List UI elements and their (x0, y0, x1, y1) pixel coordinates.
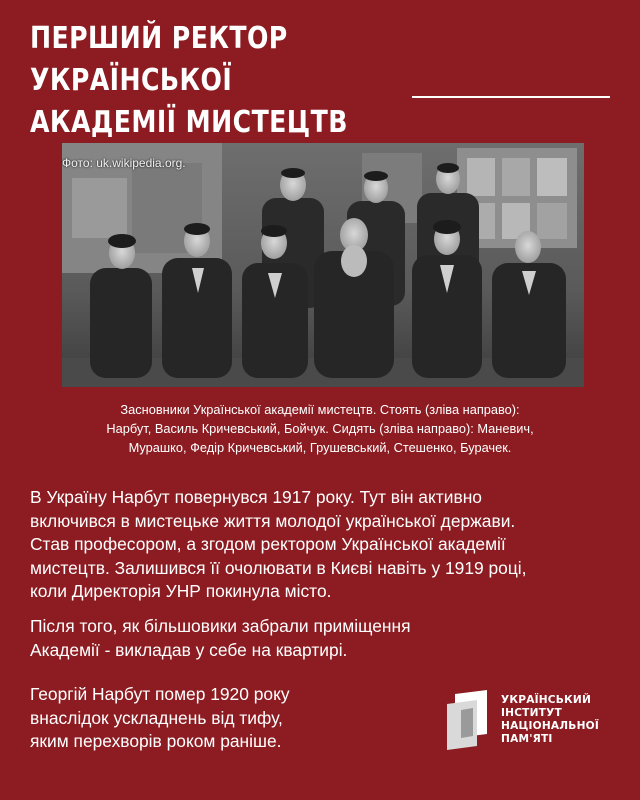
title-line-1: ПЕРШИЙ РЕКТОР УКРАЇНСЬКОЇ (30, 21, 288, 98)
caption-line: Засновники Української академії мистецтв. Стоять (зліва направо): (120, 402, 520, 417)
paragraph-line: внаслідок ускладнень від тифу, (30, 707, 283, 728)
caption-line: Нарбут, Василь Кричевський, Бойчук. Сидять (зліва направо): Маневич, (106, 421, 534, 436)
paragraph-line: Після того, як більшовики забрали приміщення (30, 616, 411, 636)
paragraph-line: Став професором, а згодом ректором Української академії (30, 534, 506, 554)
paragraph-line: включився в мистецьке життя молодої української держави. (30, 510, 516, 531)
logo-text-line: НАЦІОНАЛЬНОЇ (501, 720, 599, 732)
historical-group-photo (62, 143, 584, 387)
caption-line: Мурашко, Федір Кричевський, Грушевський, Стешенко, Бурачек. (128, 440, 512, 455)
institute-logo-icon (447, 690, 491, 752)
paragraph-line: Академії - викладав у себе на квартирі. (30, 639, 348, 660)
paragraph-return-to-ukraine (30, 486, 630, 604)
paragraph-line: яким перехворів роком раніше. (30, 731, 282, 751)
paragraph-teaching-at-home (30, 615, 630, 662)
photo-caption (50, 400, 590, 457)
paragraph-line: Георгій Нарбут помер 1920 року (30, 684, 290, 704)
logo-text-line: ПАМ'ЯТІ (501, 733, 553, 745)
institute-logo-text (501, 694, 599, 746)
photo-credit: Фото: uk.wikipedia.org. (62, 156, 186, 170)
logo-text-line: ІНСТИТУТ (501, 707, 562, 719)
title-line-2: АКАДЕМІЇ МИСТЕЦТВ (30, 105, 348, 140)
paragraph-line: мистецтв. Залишився її очолювати в Києві навіть у 1919 році, (30, 557, 527, 578)
title-divider (412, 96, 610, 98)
paragraph-line: коли Директорія УНР покинула місто. (30, 581, 332, 601)
logo-text-line: УКРАЇНСЬКИЙ (501, 694, 592, 706)
paragraph-line: В Україну Нарбут повернувся 1917 року. Тут він активно (30, 487, 482, 507)
institute-logo (447, 690, 607, 760)
page-title (30, 18, 467, 144)
